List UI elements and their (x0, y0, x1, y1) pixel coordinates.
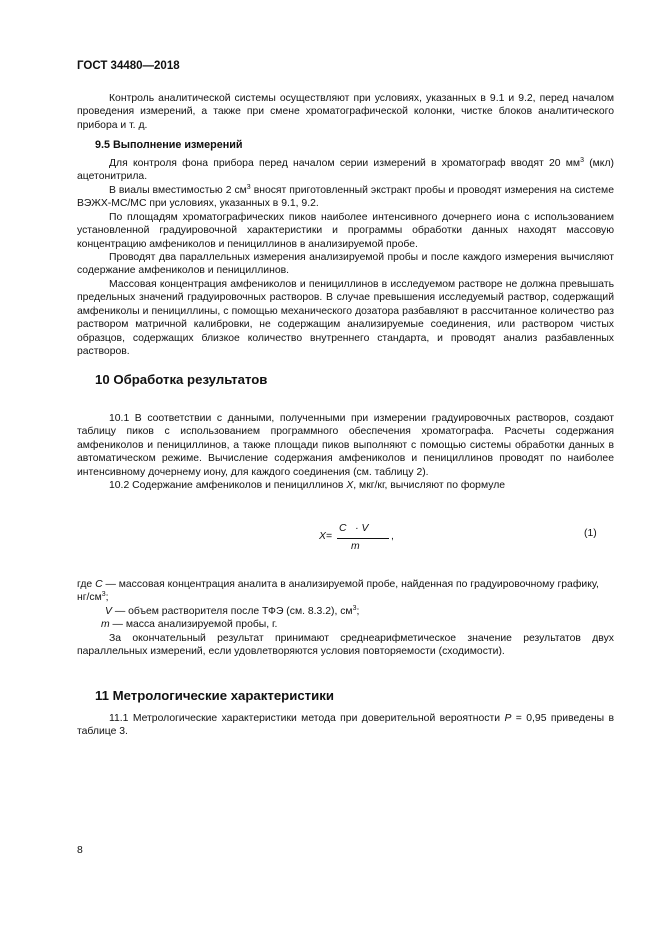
superscript: 3 (246, 184, 251, 191)
text-fragment: 11.1 Метрологические характеристики метода при доверительной вероятности (109, 713, 505, 724)
section-9-5-paragraph-5: Массовая концентрация амфениколов и пенициллинов в исследуемом растворе не должна превышать предельных значений градуировочных растворов. В случае превышения исследуемый раствор, содержащий амфениколы и пенициллины, с помощью механического дозатора разбавляют в рассчитанное количество раз раствором матричной калибровки, не содержащим анализируемые соединения, или раствором чистых образцов, содержащих близкое количество внутреннего стандарта, и проводят анализ разбавленных растворов. (77, 279, 614, 358)
formula-1 (319, 523, 399, 553)
section-9-5-heading: 9.5 Выполнение измерений (95, 139, 243, 151)
where-c-definition (77, 578, 614, 605)
equation-number: (1) (584, 528, 597, 539)
text-fragment: ; (105, 592, 109, 604)
variable-x: X (346, 480, 354, 491)
text-fragment: ; (356, 606, 360, 617)
text-fragment: 10.2 Содержание амфениколов и пенициллинов (109, 480, 347, 491)
section-9-5-paragraph-2 (77, 184, 614, 211)
variable-c: C (95, 579, 103, 590)
section-9-5-paragraph-1 (77, 157, 614, 184)
formula-denominator: m (351, 541, 360, 552)
formula-comma: , (391, 531, 394, 542)
variable-p: P (504, 713, 512, 724)
superscript: 3 (101, 591, 106, 599)
text-fragment: где (77, 579, 96, 590)
final-result-paragraph: За окончательный результат принимают среднеарифметическое значение результатов двух параллельных измерений, если удовлетворяются условия повторяемости (сходимости). (77, 633, 614, 658)
text-fragment: Для контроля фона прибора перед началом серии измерений в хроматограф вводят 20 мм (109, 158, 581, 169)
fraction-bar (337, 538, 389, 539)
page-number: 8 (77, 845, 83, 856)
text-fragment: — объем растворителя после ТФЭ (см. 8.3.2), см (111, 606, 353, 617)
superscript: 3 (580, 157, 584, 164)
text-fragment: В виалы вместимостью 2 см (109, 185, 247, 196)
text-fragment: , мкг/кг, вычисляют по формуле (353, 480, 506, 491)
intro-paragraph: Контроль аналитической системы осуществляют при условиях, указанных в 9.1 и 9.2, перед началом проведения измерений, а также при смене хроматографической колонки, чистке блоков аналитического прибора и т. д. (77, 93, 614, 131)
where-m-definition (101, 618, 614, 631)
formula-lhs: X= (319, 531, 332, 542)
section-9-5-paragraph-3: По площадям хроматографических пиков наиболее интенсивного дочернего иона с использованием установленной градуировочной характеристики и программы обработки данных находят массовую концентрацию амфениколов и пенициллинов в анализируемой пробе. (77, 212, 614, 250)
text-fragment: — масса анализируемой пробы, г. (109, 619, 278, 630)
text-fragment: (мкл) ацетонитрила. (77, 158, 614, 183)
section-11-heading: 11 Метрологические характеристики (95, 688, 334, 703)
superscript: 3 (352, 605, 357, 612)
section-11-1-paragraph (77, 712, 614, 739)
text-fragment: вносят приготовленный экстракт пробы и проводят измерения на системе ВЭЖХ-МС/МС при условиях, указанных в 9.1, 9.2. (77, 185, 614, 210)
section-10-2-paragraph (77, 479, 614, 492)
section-10-heading: 10 Обработка результатов (95, 372, 268, 387)
section-10-1-paragraph: 10.1 В соответствии с данными, полученными при измерении градуировочных растворов, создают таблицу пиков с использованием программного обеспечения хроматографа. Расчеты содержания амфениколов и пенициллинов, а также площади пиков выполняют с помощью системы обработки данных в автоматическом режиме. Вычисление содержания амфениколов и пенициллинов проводят по наиболее интенсивному дочернему иону, для каждого соединения (см. таблицу 2). (77, 413, 614, 478)
text-fragment: = 0,95 приведены в таблице 3. (77, 713, 614, 738)
document-header: ГОСТ 34480—2018 (77, 60, 180, 72)
text-fragment: — массовая концентрация аналита в анализируемой пробе, найденная по градуировочному графику, нг/см (77, 579, 599, 604)
variable-m: m (101, 619, 110, 630)
section-9-5-paragraph-4: Проводят два параллельных измерения анализируемой пробы и после каждого измерения вычисляют содержание амфениколов и пенициллинов. (77, 252, 614, 277)
variable-v: V (105, 606, 112, 617)
where-v-definition (105, 605, 614, 618)
formula-numerator: C · V (339, 523, 369, 534)
